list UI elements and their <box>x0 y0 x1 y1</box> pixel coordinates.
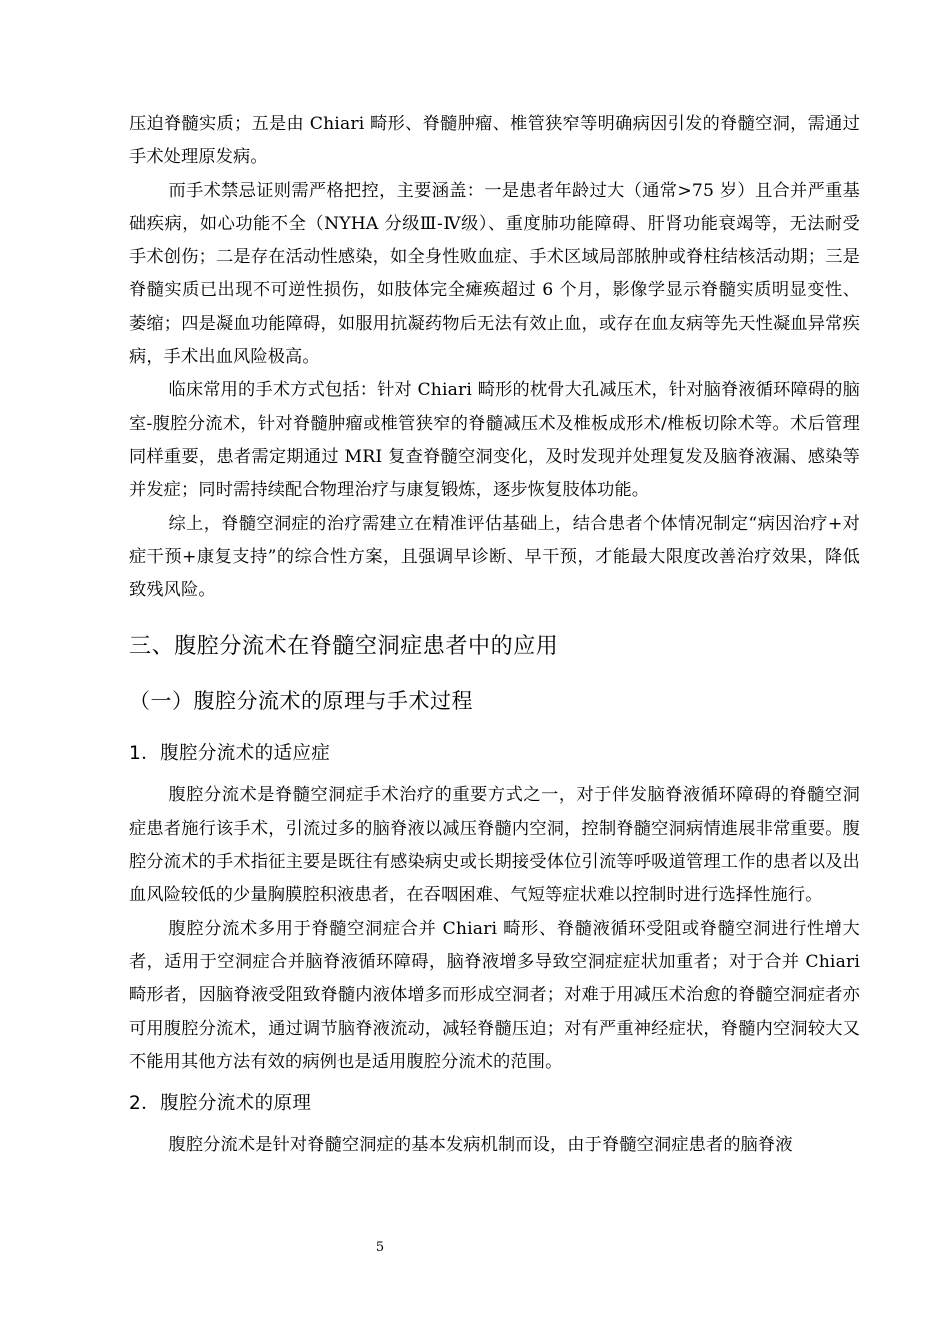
item2-paragraph-1: 腹腔分流术是针对脊髓空洞症的基本发病机制而设，由于脊髓空洞症患者的脑脊液 <box>168 1135 793 1156</box>
paragraph-contraindications: 而手术禁忌证则需严格把控，主要涵盖：一是患者年龄过大（通常>75 岁）且合并严重基础疾病，如心功能不全（NYHA 分级Ⅲ-Ⅳ级）、重度肺功能障碍、肝肾功能衰竭等，无法耐受手术创伤；二是存在活动性感染，如全身性败血症、手术区域局部脓肿或脊柱结核活动期；三是脊髓实质已出现不可逆性损伤，如肢体完全瘫痪超过 6 个月，影像学显示脊髓实质明显变性、萎缩；四是凝血功能障碍，如服用抗凝药物后无法有效止血，或存在血友病等先天性凝血异常疾病，手术出血风险极高。 <box>129 180 860 368</box>
item1-heading: 1．腹腔分流术的适应症 <box>129 743 331 765</box>
page-number: 5 <box>375 1240 385 1255</box>
paragraph-summary: 综上，脊髓空洞症的治疗需建立在精准评估基础上，结合患者个体情况制定“病因治疗+对症干预+康复支持”的综合性方案，且强调早诊断、早干预，才能最大限度改善治疗效果，降低致残风险。 <box>129 513 860 601</box>
item1-paragraph-2: 腹腔分流术多用于脊髓空洞症合并 Chiari 畸形、脊髓液循环受阻或脊髓空洞进行性增大者，适用于空洞症合并脑脊液循环障碍，脑脊液增多导致空洞症症状加重者；对于合并 Chiari 畸形者，因脑脊液受阻致脊髓内液体增多而形成空洞者；对难于用减压术治愈的脊髓空洞症者亦可用腹腔分流术，通过调节脑脊液流动，减轻脊髓压迫；对有严重神经症状，脊髓内空洞较大又不能用其他方法有效的病例也是适用腹腔分流术的范围。 <box>129 918 860 1072</box>
paragraph-surgical-methods: 临床常用的手术方式包括：针对 Chiari 畸形的枕骨大孔减压术，针对脑脊液循环障碍的脑室-腹腔分流术，针对脊髓肿瘤或椎管狭窄的脊髓减压术及椎板成形术/椎板切除术等。术后管理同样重要，患者需定期通过 MRI 复查脊髓空洞变化，及时发现并处理复发及脑脊液漏、感染等并发症；同时需持续配合物理治疗与康复锻炼，逐步恢复肢体功能。 <box>129 380 860 501</box>
item2-heading: 2．腹腔分流术的原理 <box>129 1093 312 1115</box>
item1-paragraph-1: 腹腔分流术是脊髓空洞症手术治疗的重要方式之一，对于伴发脑脊液循环障碍的脊髓空洞症患者施行该手术，引流过多的脑脊液以减压脊髓内空洞，控制脊髓空洞病情進展非常重要。腹腔分流术的手术指征主要是既往有感染病史或长期接受体位引流等呼吸道管理工作的患者以及出血风险较低的少量胸膜腔积液患者，在吞咽困难、气短等症状难以控制时进行选择性施行。 <box>129 785 860 906</box>
paragraph-contraindication-end: 压迫脊髓实质；五是由 Chiari 畸形、脊髓肿瘤、椎管狭窄等明确病因引发的脊髓空洞，需通过手术处理原发病。 <box>129 114 860 168</box>
section-heading: 三、腹腔分流术在脊髓空洞症患者中的应用 <box>129 634 559 660</box>
subsection-heading: （一）腹腔分流术的原理与手术过程 <box>129 689 473 714</box>
page-content <box>129 108 860 1162</box>
